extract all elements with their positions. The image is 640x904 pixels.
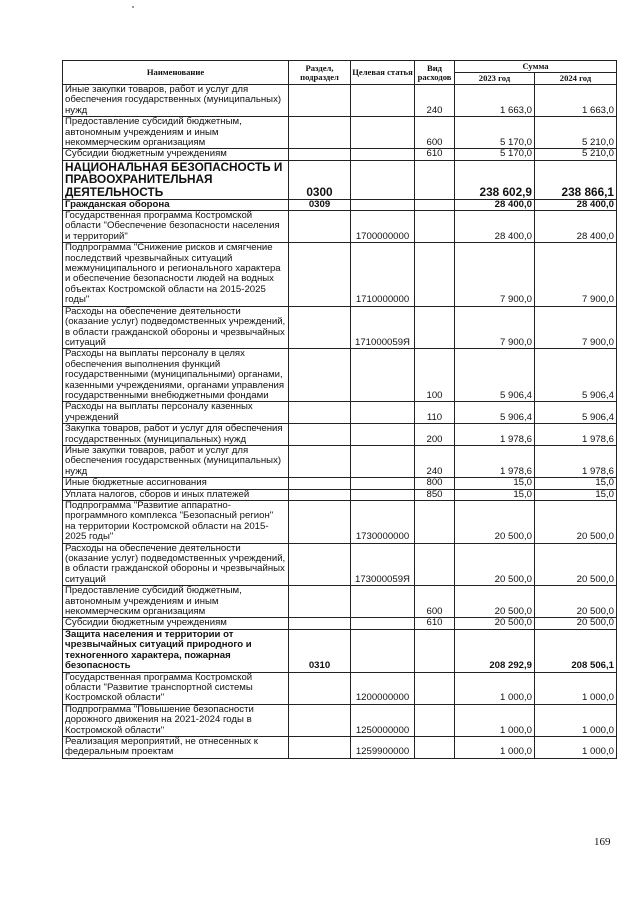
cell-2023: 208 292,9 [455, 629, 535, 672]
cell-target: 173000059Я [351, 543, 415, 586]
cell-section [289, 424, 351, 446]
cell-2023: 15,0 [455, 489, 535, 500]
table-row [63, 306, 617, 349]
cell-section [289, 672, 351, 704]
header-kind: Вид расходов [415, 61, 455, 85]
cell-target [351, 478, 415, 489]
cell-2024: 28 400,0 [535, 199, 617, 210]
cell-name: Закупка товаров, работ и услуг для обеспечения государственных (муниципальных) нужд [63, 424, 289, 446]
cell-target: 171000059Я [351, 306, 415, 349]
cell-target: 1250000000 [351, 704, 415, 736]
cell-2023: 20 500,0 [455, 618, 535, 629]
table-row [63, 478, 617, 489]
cell-kind [415, 243, 455, 306]
cell-name: Подпрограмма "Повышение безопасности дорожного движения на 2021-2024 годы в Костромской области" [63, 704, 289, 736]
cell-target: 1259900000 [351, 736, 415, 758]
cell-kind [415, 736, 455, 758]
cell-2023: 1 978,6 [455, 424, 535, 446]
cell-2024: 1 000,0 [535, 736, 617, 758]
cell-name: Подпрограмма "Развитие аппаратно-программного комплекса "Безопасный регион" на территории Костромской области на 2015-2025 годы" [63, 501, 289, 544]
table-row [63, 501, 617, 544]
cell-kind: 200 [415, 424, 455, 446]
cell-kind: 600 [415, 117, 455, 149]
cell-kind: 850 [415, 489, 455, 500]
cell-2023: 1 000,0 [455, 672, 535, 704]
cell-name: Уплата налогов, сборов и иных платежей [63, 489, 289, 500]
cell-target [351, 618, 415, 629]
cell-2024: 7 900,0 [535, 306, 617, 349]
table-row [63, 736, 617, 758]
header-2024: 2024 год [535, 73, 617, 85]
cell-section [289, 117, 351, 149]
cell-kind: 600 [415, 586, 455, 618]
cell-2023: 7 900,0 [455, 243, 535, 306]
header-2023: 2023 год [455, 73, 535, 85]
cell-name: Иные закупки товаров, работ и услуг для обеспечения государственных (муниципальных) нужд [63, 445, 289, 477]
cell-name: Иные закупки товаров, работ и услуг для обеспечения государственных (муниципальных) нужд [63, 85, 289, 117]
cell-name: Предоставление субсидий бюджетным, автономным учреждениям и иным некоммерческим организациям [63, 117, 289, 149]
cell-section: 0309 [289, 199, 351, 210]
cell-target: 1200000000 [351, 672, 415, 704]
cell-section [289, 211, 351, 243]
table-row [63, 85, 617, 117]
table-row [63, 704, 617, 736]
cell-target [351, 160, 415, 199]
cell-name: Гражданская оборона [63, 199, 289, 210]
table-row [63, 117, 617, 149]
cell-target [351, 586, 415, 618]
cell-section: 0310 [289, 629, 351, 672]
cell-kind: 610 [415, 149, 455, 160]
cell-2024: 5 210,0 [535, 117, 617, 149]
cell-2024: 1 978,6 [535, 424, 617, 446]
cell-2024: 238 866,1 [535, 160, 617, 199]
cell-kind: 610 [415, 618, 455, 629]
cell-2024: 1 000,0 [535, 704, 617, 736]
table-row [63, 424, 617, 446]
cell-2023: 5 906,4 [455, 349, 535, 402]
cell-target [351, 199, 415, 210]
cell-name: Расходы на выплаты персоналу казенных учреждений [63, 402, 289, 424]
cell-name: Субсидии бюджетным учреждениям [63, 618, 289, 629]
cell-2023: 28 400,0 [455, 199, 535, 210]
cell-name: Расходы на обеспечение деятельности (оказание услуг) подведомственных учреждений, в области гражданской обороны и чрезвычайных ситуаций [63, 306, 289, 349]
cell-target [351, 117, 415, 149]
cell-section [289, 501, 351, 544]
cell-kind [415, 629, 455, 672]
table-row [63, 211, 617, 243]
cell-2024: 20 500,0 [535, 586, 617, 618]
cell-kind [415, 501, 455, 544]
cell-target: 1730000000 [351, 501, 415, 544]
scan-speck [132, 6, 134, 8]
cell-kind [415, 306, 455, 349]
cell-2024: 28 400,0 [535, 211, 617, 243]
cell-2024: 20 500,0 [535, 618, 617, 629]
table-row [63, 629, 617, 672]
cell-name: Защита населения и территории от чрезвычайных ситуаций природного и техногенного характера, пожарная безопасность [63, 629, 289, 672]
cell-2023: 20 500,0 [455, 586, 535, 618]
cell-section [289, 586, 351, 618]
table-row [63, 160, 617, 199]
cell-target: 1700000000 [351, 211, 415, 243]
cell-2023: 5 170,0 [455, 117, 535, 149]
cell-section [289, 736, 351, 758]
cell-kind [415, 672, 455, 704]
cell-kind: 240 [415, 85, 455, 117]
cell-kind [415, 160, 455, 199]
cell-target [351, 424, 415, 446]
table-row [63, 618, 617, 629]
table-row [63, 586, 617, 618]
cell-target: 1710000000 [351, 243, 415, 306]
cell-2024: 5 906,4 [535, 349, 617, 402]
cell-kind [415, 199, 455, 210]
cell-name: Государственная программа Костромской области "Обеспечение безопасности населения и территорий" [63, 211, 289, 243]
cell-target [351, 85, 415, 117]
cell-2024: 20 500,0 [535, 543, 617, 586]
cell-kind: 100 [415, 349, 455, 402]
cell-2024: 5 210,0 [535, 149, 617, 160]
cell-2023: 7 900,0 [455, 306, 535, 349]
cell-target [351, 402, 415, 424]
cell-kind [415, 543, 455, 586]
table-row [63, 445, 617, 477]
cell-target [351, 349, 415, 402]
table-row [63, 349, 617, 402]
cell-name: Реализация мероприятий, не отнесенных к федеральным проектам [63, 736, 289, 758]
cell-kind: 800 [415, 478, 455, 489]
cell-target [351, 629, 415, 672]
header-section: Раздел, подраздел [289, 61, 351, 85]
cell-section: 0300 [289, 160, 351, 199]
table-row [63, 199, 617, 210]
cell-2023: 238 602,9 [455, 160, 535, 199]
cell-name: Государственная программа Костромской области "Развитие транспортной системы Костромской области" [63, 672, 289, 704]
cell-name: Субсидии бюджетным учреждениям [63, 149, 289, 160]
cell-name: Подпрограмма "Снижение рисков и смягчение последствий чрезвычайных ситуаций межмуниципального и регионального характера и обеспечение безопасности людей на водных объектах Костромской области на 2015-2025 годы" [63, 243, 289, 306]
cell-kind [415, 704, 455, 736]
cell-2024: 15,0 [535, 478, 617, 489]
table-row [63, 149, 617, 160]
cell-2024: 1 978,6 [535, 445, 617, 477]
cell-2024: 15,0 [535, 489, 617, 500]
header-sum: Сумма [455, 61, 617, 73]
cell-2024: 7 900,0 [535, 243, 617, 306]
cell-kind [415, 211, 455, 243]
cell-kind: 240 [415, 445, 455, 477]
cell-2023: 1 978,6 [455, 445, 535, 477]
cell-section [289, 243, 351, 306]
header-name: Наименование [63, 61, 289, 85]
cell-kind: 110 [415, 402, 455, 424]
cell-2023: 1 000,0 [455, 704, 535, 736]
cell-section [289, 149, 351, 160]
cell-section [289, 402, 351, 424]
cell-target [351, 445, 415, 477]
cell-target [351, 489, 415, 500]
cell-section [289, 478, 351, 489]
cell-section [289, 489, 351, 500]
table-body [63, 85, 617, 759]
cell-name: Предоставление субсидий бюджетным, автономным учреждениям и иным некоммерческим организациям [63, 586, 289, 618]
cell-section [289, 445, 351, 477]
cell-name: Расходы на обеспечение деятельности (оказание услуг) подведомственных учреждений, в области гражданской обороны и чрезвычайных ситуаций [63, 543, 289, 586]
cell-section [289, 306, 351, 349]
cell-section [289, 85, 351, 117]
cell-2024: 20 500,0 [535, 501, 617, 544]
table-row [63, 243, 617, 306]
table-row [63, 543, 617, 586]
table-header [63, 61, 617, 85]
cell-2023: 15,0 [455, 478, 535, 489]
table-row [63, 489, 617, 500]
budget-table [62, 60, 617, 759]
cell-2024: 208 506,1 [535, 629, 617, 672]
cell-2024: 1 000,0 [535, 672, 617, 704]
cell-2023: 1 663,0 [455, 85, 535, 117]
cell-section [289, 704, 351, 736]
header-target: Целевая статья [351, 61, 415, 85]
cell-name: НАЦИОНАЛЬНАЯ БЕЗОПАСНОСТЬ И ПРАВООХРАНИТЕЛЬНАЯ ДЕЯТЕЛЬНОСТЬ [63, 160, 289, 199]
table-row [63, 402, 617, 424]
cell-2023: 28 400,0 [455, 211, 535, 243]
cell-2023: 20 500,0 [455, 501, 535, 544]
cell-2023: 1 000,0 [455, 736, 535, 758]
cell-target [351, 149, 415, 160]
cell-section [289, 543, 351, 586]
cell-section [289, 349, 351, 402]
cell-section [289, 618, 351, 629]
cell-2024: 5 906,4 [535, 402, 617, 424]
cell-name: Иные бюджетные ассигнования [63, 478, 289, 489]
budget-table-page [62, 60, 616, 759]
cell-2023: 5 170,0 [455, 149, 535, 160]
cell-2023: 20 500,0 [455, 543, 535, 586]
cell-2024: 1 663,0 [535, 85, 617, 117]
table-row [63, 672, 617, 704]
page-number: 169 [594, 836, 611, 848]
cell-2023: 5 906,4 [455, 402, 535, 424]
cell-name: Расходы на выплаты персоналу в целях обеспечения выполнения функций государственными (муниципальными) органами, казенными учреждениями, органами управления государственными внебюджетными фондами [63, 349, 289, 402]
